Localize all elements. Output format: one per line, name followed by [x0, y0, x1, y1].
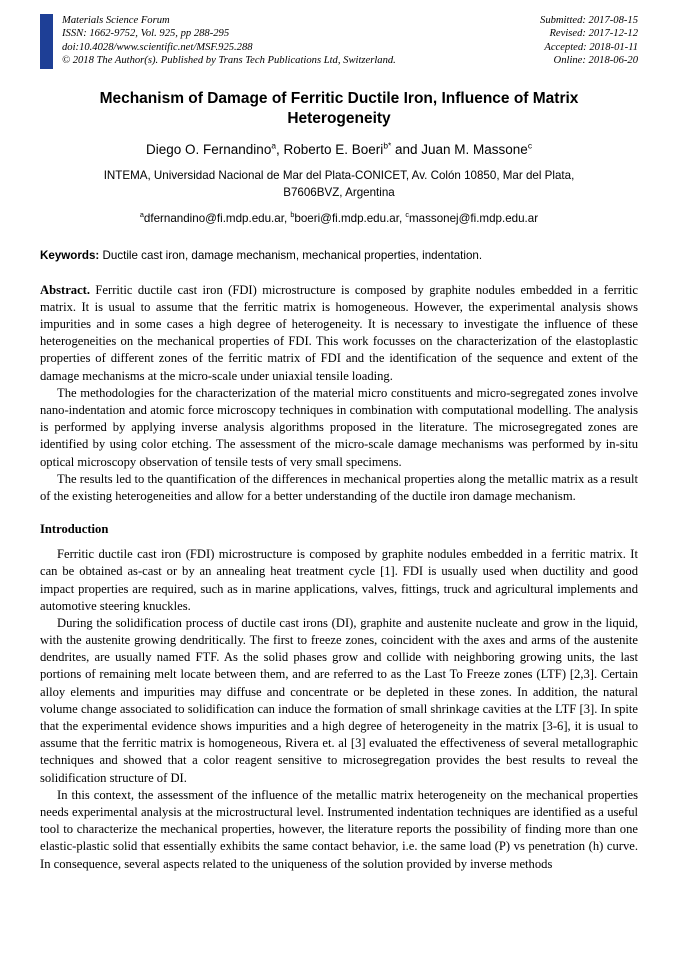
email-address: boeri@fi.mdp.edu.ar, — [294, 211, 406, 225]
email-affiliation-mark: a — [139, 209, 144, 219]
abstract-label: Abstract. — [40, 282, 91, 297]
affiliation-line: INTEMA, Universidad Nacional de Mar del Plata-CONICET, Av. Colón 10850, Mar del Plata, — [103, 169, 575, 183]
email-address: dfernandino@fi.mdp.edu.ar, — [143, 211, 291, 225]
keywords-label: Keywords: — [40, 248, 100, 262]
author-affiliation-mark: a — [271, 140, 276, 151]
affiliation-line: B7606BVZ, Argentina — [283, 185, 395, 199]
journal-info — [62, 14, 540, 67]
abstract-paragraph — [40, 282, 638, 385]
date-submitted: Submitted: 2017-08-15 — [540, 15, 638, 26]
journal-copyright: © 2018 The Author(s). Published by Trans Tech Publications Ltd, Switzerland. — [62, 55, 396, 67]
date-accepted: Accepted: 2018-01-11 — [544, 41, 638, 53]
date-revised: Revised: 2017-12-12 — [549, 28, 638, 40]
author-separator: , — [275, 142, 284, 158]
journal-name: Materials Science Forum — [62, 15, 170, 26]
authors-line — [40, 142, 638, 157]
submission-dates — [540, 14, 638, 67]
abstract-paragraph: The results led to the quantification of the differences in mechanical properties along the metallic matrix as a result of the existing heterogeneities and allow for a better understanding of the ductile iron damage mechanism. — [40, 471, 638, 503]
body-paragraph: In this context, the assessment of the influence of the metallic matrix heterogeneity on the mechanical properties needs experimental analysis at the microstructural level. Instrumented indentation techniques are identified as a useful tool to characterize the mechanical properties, however, the literature reports the possibility of finding more than one elastic-plastic solid that essentially exhibits the same contact behavior, i.e. the same load (P) vs penetration (h) curve. In consequence, several aspects related to the uniqueness of the solution provided by inverse methods — [40, 787, 638, 871]
author-emails — [40, 209, 638, 225]
author-affiliation-mark: c — [527, 140, 532, 151]
email-affiliation-mark: c — [405, 209, 410, 219]
author-affiliation-mark: b* — [383, 140, 392, 151]
paper-title: Mechanism of Damage of Ferritic Ductile Iron, Influence of Matrix Heterogeneity — [99, 90, 579, 128]
abstract-paragraph: The methodologies for the characterization of the material micro constituents and micro-segregated zones involve nano-indentation and atomic force microscopy techniques in combination with computational modelling. The analysis is performed by applying inverse analysis algorithms proposed in the literature. The microsegregated zones are identified by using color etching. The assessment of the micro-scale damage mechanisms was performed by in-situ optical microscopy observation of tensile tests of very small specimens. — [40, 385, 638, 469]
email-affiliation-mark: b — [290, 209, 295, 219]
abstract-text: Ferritic ductile cast iron (FDI) microstructure is composed by graphite nodules embedded in a ferritic matrix. It is usual to assume that the ferritic matrix is homogeneous. However, the experimental analysis shows impurities and in some cases a high degree of heterogeneity. It is necessary to investigate the influence of these heterogeneities on the mechanical properties of FDI. This work focusses on the characterization of the elastoplastic properties of different zones of the ferritic matrix of FDI and the identification of the sequence and extent of the damage mechanisms at the micro-scale under uniaxial tensile loading. — [40, 282, 638, 383]
date-online: Online: 2018-06-20 — [553, 55, 638, 67]
keywords-text: Ductile cast iron, damage mechanism, mechanical properties, indentation. — [99, 248, 483, 262]
header-accent-bar — [40, 14, 53, 69]
author-separator: and — [391, 142, 422, 158]
author-name: Diego O. Fernandino — [146, 142, 272, 158]
body-paragraph: Ferritic ductile cast iron (FDI) microstructure is composed by graphite nodules embedded in a ferritic matrix. It can be obtained as-cast or by an annealing heat treatment cycle [1]. FDI is usually used when ductility and good impact properties are required, such as in marine applications, valves, fittings, truck and agricultural implements and automotive steering knuckles. — [40, 547, 638, 613]
journal-header — [40, 14, 638, 69]
body-paragraph: During the solidification process of ductile cast irons (DI), graphite and austenite nucleate and grow in the liquid, with the austenite growing dendritically. The first to freeze zones, coincident with the axes and arms of the austenite dendrites, are usually named FTF. As the solid phases grow and collide with neighboring growing units, the last portions of remaining melt locate between them, and are referred to as the Last To Freeze zones (LTF) [2,3]. Certain alloy elements and impurities may diffuse and concentrate or be depleted in these zones. In addition, the natural volume change associated to solidification can induce the formation of small shrinkage cavities at the LTF [3]. In spite that the experimental evidence shows impurities and a high degree of heterogeneity in the matrix [3-6], it is usual to assume that the ferritic matrix is homogeneous, Rivera et. al [3] evaluated the effectiveness of several metallographic techniques and showed that a color reagent sensitive to microsegregation provides the best results to reveal the solidification structure of DI. — [40, 615, 638, 785]
abstract-section — [40, 282, 638, 505]
journal-doi: doi:10.4028/www.scientific.net/MSF.925.288 — [62, 41, 253, 53]
keywords-line — [40, 249, 638, 262]
section-heading-introduction: Introduction — [40, 522, 109, 537]
email-address: massonej@fi.mdp.edu.ar — [409, 211, 539, 225]
author-name: Roberto E. Boeri — [283, 142, 384, 158]
journal-issn: ISSN: 1662-9752, Vol. 925, pp 288-295 — [62, 28, 230, 40]
author-name: Juan M. Massone — [421, 142, 528, 158]
affiliation — [40, 168, 638, 200]
